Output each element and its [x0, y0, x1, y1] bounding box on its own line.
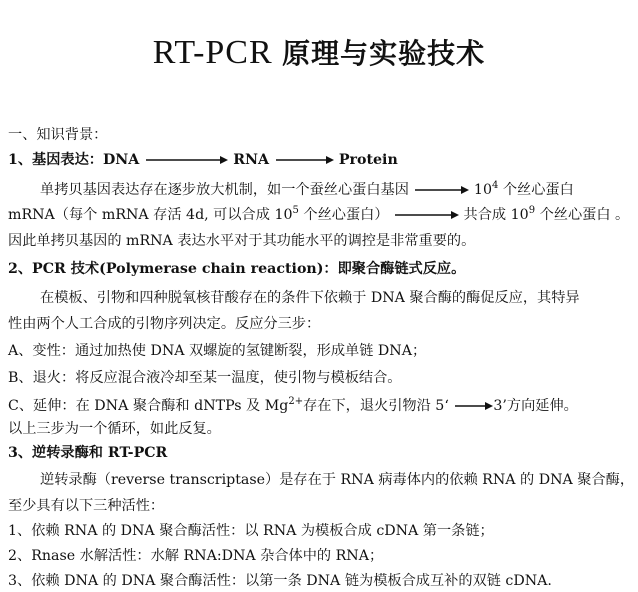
paragraph-line: 逆转录酶（reverse transcriptase）是存在于 RNA 病毒体内的依赖 RNA 的 DNA 聚合酶， [40, 472, 635, 488]
superscript: 4 [491, 180, 499, 191]
paragraph-line: 在模板、引物和四种脱氧核苷酸存在的条件下依赖于 DNA 聚合酶的酶促反应，其特异 [40, 290, 580, 306]
text-span: C、延伸：在 DNA 聚合酶和 dNTPs 及 Mg [8, 398, 289, 414]
arrow-icon [274, 155, 334, 165]
text-span: 单拷贝基因表达存在逐步放大机制，如一个蚕丝心蛋白基因 [40, 182, 409, 198]
text-span: 3’方向延伸。 [493, 398, 578, 414]
step-extension [8, 397, 630, 415]
section-heading-pcr: 2、PCR 技术(Polymerase chain reaction)：即聚合酶链式反应。 [8, 261, 466, 277]
paragraph-line: 至少具有以下三种活性： [8, 498, 165, 514]
superscript: 2+ [288, 396, 304, 407]
arrow-icon [453, 401, 493, 411]
text-span: 个丝心蛋白 [498, 182, 574, 198]
paragraph-line: 因此单拷贝基因的 mRNA 表达水平对于其功能水平的调控是非常重要的。 [8, 233, 476, 249]
text-span: 共合成 10 [463, 207, 529, 223]
protein-label: Protein [338, 152, 398, 168]
text-span: 存在下，退火引物沿 5‘ [303, 398, 449, 414]
step-annealing: B、退火：将反应混合液冷却至某一温度，使引物与模板结合。 [8, 370, 402, 386]
section-heading-background: 一、知识背景： [8, 127, 108, 143]
text-span: 个丝心蛋白） [298, 207, 389, 223]
text-span: 10 [473, 182, 492, 198]
title-latin: RT-PCR [152, 34, 283, 71]
section-heading-rt-pcr: 3、逆转录酶和 RT-PCR [8, 445, 168, 461]
step-denaturation: A、变性：通过加热使 DNA 双螺旋的氢键断裂，形成单链 DNA； [8, 343, 427, 359]
arrow-icon [144, 155, 228, 165]
paragraph-line [8, 206, 630, 224]
gene-expression-label: 1、基因表达： [8, 152, 103, 168]
arrow-icon [413, 185, 469, 195]
text-span: mRNA（每个 mRNA 存活 4d, 可以合成 10 [8, 207, 293, 223]
activity-item-3: 3、依赖 DNA 的 DNA 聚合酶活性：以第一条 DNA 链为模板合成互补的双链 cDNA. [8, 573, 552, 589]
title-chinese: 原理与实验技术 [282, 37, 486, 70]
paragraph-line: 性由两个人工合成的引物序列决定。反应分三步： [8, 316, 321, 332]
paragraph-line [40, 181, 630, 199]
rna-label: RNA [233, 152, 269, 168]
paragraph-line: 以上三步为一个循环，如此反复。 [8, 421, 221, 437]
gene-expression-line [8, 151, 630, 169]
superscript: 9 [528, 205, 536, 216]
activity-item-1: 1、依赖 RNA 的 DNA 聚合酶活性：以 RNA 为模板合成 cDNA 第一条链； [8, 523, 494, 539]
document-title [0, 32, 638, 72]
superscript: 5 [292, 205, 299, 216]
arrow-icon [393, 210, 459, 220]
activity-item-2: 2、Rnase 水解活性：水解 RNA:DNA 杂合体中的 RNA； [8, 548, 384, 564]
dna-label: DNA [103, 152, 140, 168]
text-span: 个丝心蛋白 。 [535, 207, 630, 223]
